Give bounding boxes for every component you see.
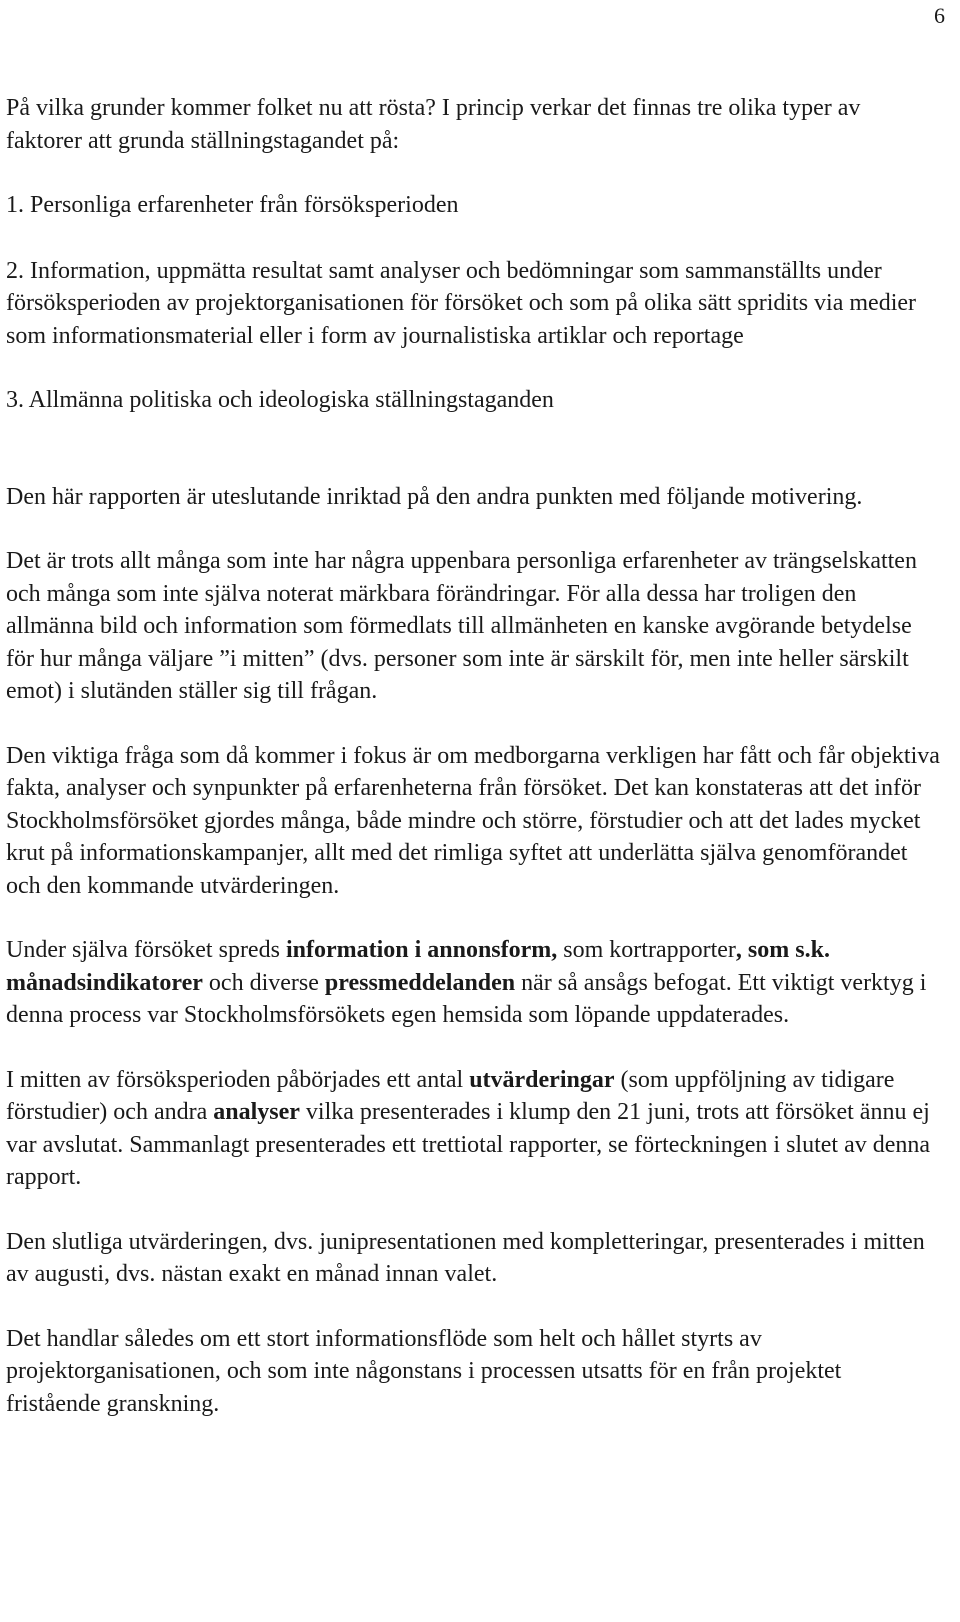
- text-span: och diverse: [202, 969, 325, 996]
- conclusion-paragraph: Det handlar således om ett stort informationsflöde som helt och hållet styrts av projektorganisationen, och som inte någonstans i processen utsatts för en från projektet fristående granskning.: [6, 1325, 842, 1417]
- text-span: som kortrapporter: [557, 937, 736, 963]
- document-body: [6, 92, 941, 1420]
- motivation-paragraph: Det är trots allt många som inte har några uppenbara personliga erfarenheter av trängselskatten och många som inte själva noterat märkbara förändringar. För alla dessa har troligen den allmänna bild och information som förmedlats till allmänheten en kanske avgörande betydelse för hur många väljare ”i mitten” (dvs. personer som inte är särskilt för, men inte heller särskilt emot) i slutänden ställer sig till frågan.: [6, 548, 917, 704]
- final-evaluation-paragraph: Den slutliga utvärderingen, dvs. junipresentationen med kompletteringar, presenterades i mitten av augusti, dvs. nästan exakt en månad innan valet.: [6, 1228, 925, 1287]
- bold-term: analyser: [213, 1099, 300, 1125]
- evaluations-paragraph: [6, 1064, 941, 1194]
- bold-term: , som s.k. månadsindikatorer: [6, 937, 830, 996]
- text-span: när så ansågs befogat. Ett viktigt verktyg i denna process var Stockholmsförsökets egen hemsida som löpande uppdaterades.: [6, 969, 927, 1028]
- factor-item-3: 3. Allmänna politiska och ideologiska ställningstaganden: [6, 387, 554, 413]
- bold-term: pressmeddelanden: [324, 969, 516, 996]
- bold-term: information i annonsform,: [285, 937, 558, 963]
- text-span: vilka presenterades i klump den 21 juni, trots att försöket ännu ej var avslutat. Sammanlagt presenterades ett trettiotal rapporter, se förteckningen i slutet av denna rapport.: [6, 1099, 931, 1190]
- page-number: 6: [934, 3, 945, 28]
- factor-item-2: 2. Information, uppmätta resultat samt analyser och bedömningar som sammanställts under försöksperioden av projektorganisationen för försöket och som på olika sätt spridits via medier som informationsmaterial eller i form av journalistiska artiklar och reportage: [6, 257, 917, 349]
- text-span: (som uppföljning av tidigare förstudier) och andra: [6, 1066, 895, 1125]
- text-span: Under själva försöket spreds: [6, 937, 286, 963]
- focus-paragraph: Den här rapporten är uteslutande inriktad på den andra punkten med följande motivering.: [6, 483, 863, 510]
- intro-paragraph: På vilka grunder kommer folket nu att rösta? I princip verkar det finnas tre olika typer av faktorer att grunda ställningstagandet på:: [6, 95, 861, 154]
- factor-item-1: 1. Personliga erfarenheter från försöksperioden: [6, 192, 459, 218]
- text-span: I mitten av försöksperioden påbörjades ett antal: [6, 1066, 470, 1093]
- bold-term: utvärderingar: [469, 1066, 615, 1093]
- during-trial-paragraph: [6, 934, 941, 1032]
- key-question-paragraph: Den viktiga fråga som då kommer i fokus är om medborgarna verkligen har fått och får objektiva fakta, analyser och synpunkter på erfarenheterna från försöket. Det kan konstateras att det inför Stockholmsförsöket gjordes många, både mindre och större, förstudier och att det lades mycket krut på informationskampanjer, allt med det rimliga syftet att underlätta själva genomförandet och den kommande utvärderingen.: [6, 742, 940, 899]
